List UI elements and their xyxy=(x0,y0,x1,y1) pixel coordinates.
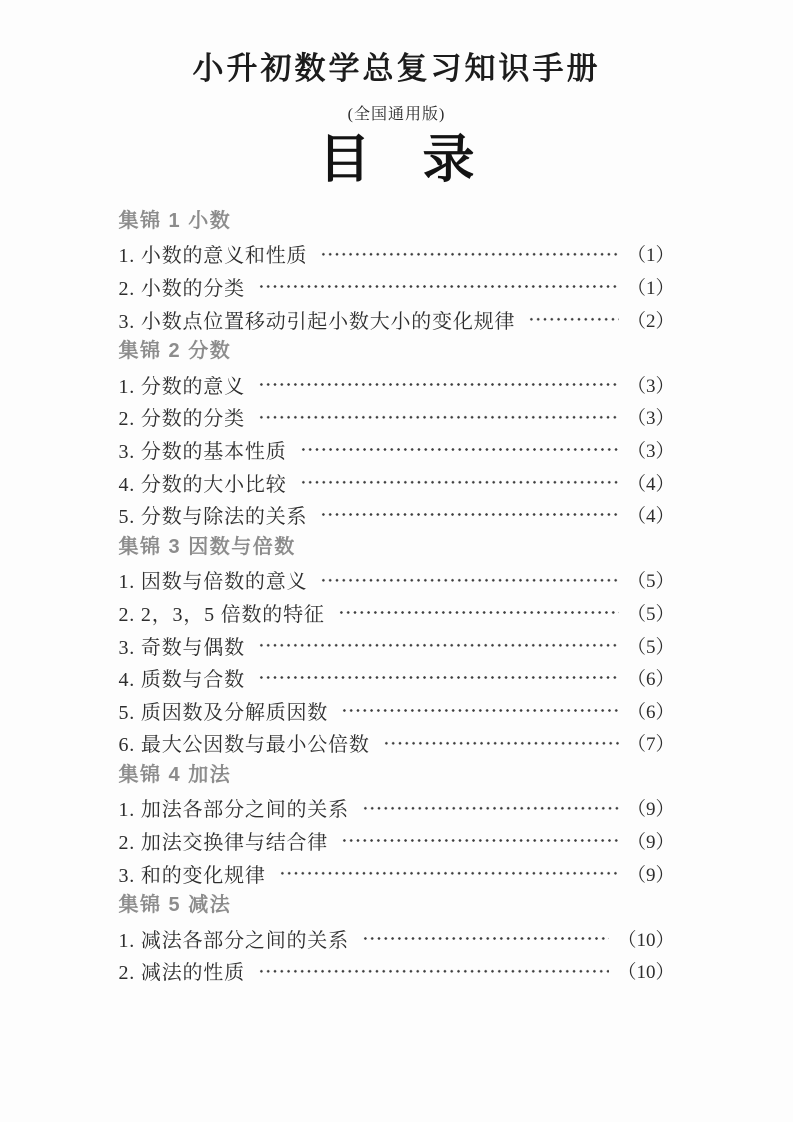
dot-leader xyxy=(362,922,610,955)
toc-row xyxy=(119,498,675,531)
toc-page-number: （7） xyxy=(626,734,675,756)
toc-section xyxy=(119,205,675,335)
dot-leader xyxy=(300,466,619,499)
toc-row xyxy=(119,238,675,271)
toc-content xyxy=(119,0,675,987)
toc-page-number: （9） xyxy=(626,799,675,821)
toc-row xyxy=(119,466,675,499)
toc-row xyxy=(119,922,675,955)
toc-page-number: （1） xyxy=(626,277,675,299)
dot-leader xyxy=(338,596,619,629)
toc-item-label: 4. 分数的大小比较 xyxy=(118,473,287,496)
toc-row xyxy=(119,303,675,336)
toc-item-label: 3. 分数的基本性质 xyxy=(118,440,287,463)
toc-page-number: （9） xyxy=(626,864,675,886)
toc-row xyxy=(119,727,675,760)
toc-section xyxy=(119,889,675,987)
toc-item-label: 2. 分数的分类 xyxy=(118,408,245,431)
doc-title: 小升初数学总复习知识手册 xyxy=(192,51,601,86)
toc-page-number: （5） xyxy=(626,571,675,593)
toc-item-label: 4. 质数与合数 xyxy=(118,669,245,692)
toc-item-label: 2. 加法交换律与结合律 xyxy=(118,832,329,855)
toc-page-number: （5） xyxy=(626,603,675,625)
toc-page-number: （6） xyxy=(626,701,675,723)
toc-item-label: 6. 最大公因数与最小公倍数 xyxy=(118,734,370,757)
toc-item-label: 5. 质因数及分解质因数 xyxy=(118,701,329,724)
toc-section xyxy=(119,759,675,889)
toc-item-label: 1. 分数的意义 xyxy=(118,375,245,398)
toc-page-number: （3） xyxy=(626,440,675,462)
section-heading: 集锦 3 因数与倍数 xyxy=(118,535,296,558)
toc-row xyxy=(119,368,675,401)
dot-leader xyxy=(320,498,619,531)
toc-item-label: 3. 奇数与偶数 xyxy=(118,636,245,659)
toc-row xyxy=(119,694,675,727)
toc-row xyxy=(119,824,675,857)
section-heading: 集锦 2 分数 xyxy=(118,340,232,363)
dot-leader xyxy=(341,694,619,727)
dot-leader xyxy=(258,955,610,988)
section-items xyxy=(119,564,675,760)
toc-page-number: （1） xyxy=(626,245,675,267)
toc-row xyxy=(119,857,675,890)
section-items xyxy=(119,368,675,531)
toc-page-number: （3） xyxy=(626,375,675,397)
section-items xyxy=(119,792,675,890)
toc-item-label: 3. 和的变化规律 xyxy=(118,864,266,887)
dot-leader xyxy=(320,564,619,597)
section-heading: 集锦 5 减法 xyxy=(118,894,232,917)
toc-item-label: 1. 小数的意义和性质 xyxy=(118,245,308,268)
toc-item-label: 2. 减法的性质 xyxy=(118,962,245,985)
toc-item-label: 1. 加法各部分之间的关系 xyxy=(118,799,349,822)
dot-leader xyxy=(258,270,619,303)
toc-page-number: （6） xyxy=(626,669,675,691)
dot-leader xyxy=(258,401,619,434)
toc-item-label: 3. 小数点位置移动引起小数大小的变化规律 xyxy=(118,310,516,333)
section-items xyxy=(119,922,675,987)
toc-list xyxy=(119,205,675,987)
toc-page-number: （3） xyxy=(626,408,675,430)
dot-leader xyxy=(528,303,619,336)
dot-leader xyxy=(300,433,619,466)
toc-row xyxy=(119,629,675,662)
toc-page-number: （5） xyxy=(626,636,675,658)
section-heading: 集锦 4 加法 xyxy=(118,764,232,787)
toc-row xyxy=(119,661,675,694)
toc-row xyxy=(119,401,675,434)
toc-page-number: （4） xyxy=(626,473,675,495)
toc-page-number: （10） xyxy=(617,929,675,951)
toc-item-label: 2. 2，3，5 倍数的特征 xyxy=(118,603,325,626)
toc-row xyxy=(119,792,675,825)
toc-page-number: （9） xyxy=(626,832,675,854)
toc-row xyxy=(119,433,675,466)
toc-page-number: （4） xyxy=(626,506,675,528)
toc-item-label: 1. 因数与倍数的意义 xyxy=(118,571,308,594)
dot-leader xyxy=(362,792,619,825)
toc-page-number: （2） xyxy=(626,310,675,332)
toc-section xyxy=(119,335,675,531)
toc-row xyxy=(119,955,675,988)
dot-leader xyxy=(258,629,619,662)
toc-row xyxy=(119,596,675,629)
edition-note: (全国通用版) xyxy=(347,106,446,123)
toc-item-label: 2. 小数的分类 xyxy=(118,277,245,300)
toc-item-label: 5. 分数与除法的关系 xyxy=(118,506,308,529)
dot-leader xyxy=(279,857,619,890)
toc-row xyxy=(119,564,675,597)
dot-leader xyxy=(383,727,619,760)
dot-leader xyxy=(341,824,619,857)
toc-item-label: 1. 减法各部分之间的关系 xyxy=(118,929,349,952)
toc-title: 目 录 xyxy=(318,132,475,189)
toc-section xyxy=(119,531,675,759)
section-items xyxy=(119,238,675,336)
toc-page-number: （10） xyxy=(617,962,675,984)
dot-leader xyxy=(320,238,619,271)
dot-leader xyxy=(258,661,619,694)
section-heading: 集锦 1 小数 xyxy=(118,210,232,232)
toc-row xyxy=(119,270,675,303)
dot-leader xyxy=(258,368,619,401)
